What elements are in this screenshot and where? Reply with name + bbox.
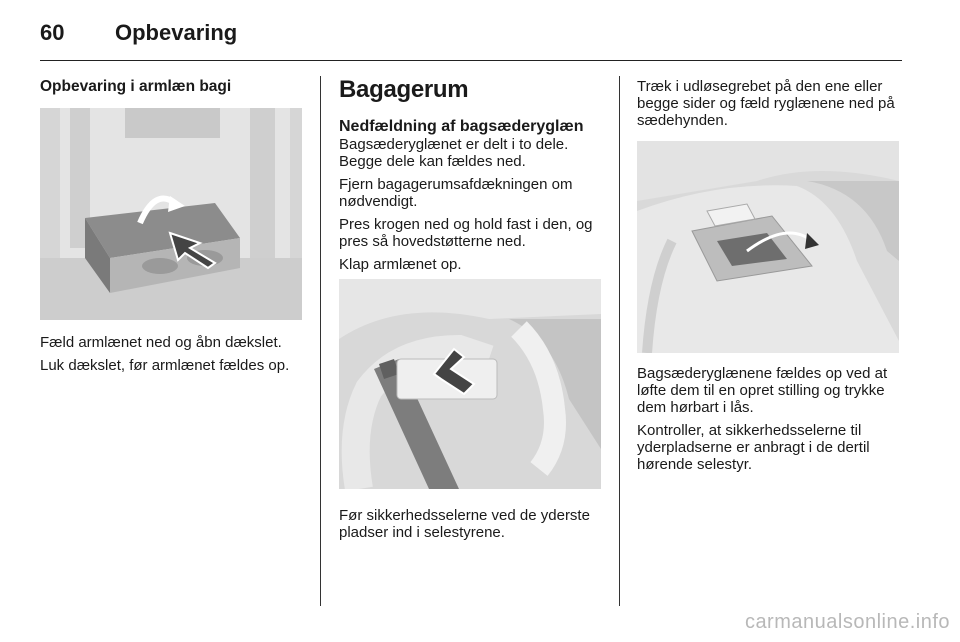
paragraph: Pres krogen ned og hold fast i den, og pres så hovedstøtterne ned. [339, 216, 593, 250]
subheading: Nedfældning af bagsæderyglæn [339, 118, 584, 135]
column-divider [320, 76, 321, 606]
chapter-title: Bagagerum [339, 76, 469, 103]
section-title: Opbevaring i armlæn bagi [40, 78, 232, 95]
paragraph: Bagsæderyglænene fældes op ved at løfte dem til en opret stilling og trykke dem hørbart i lås. [637, 365, 888, 416]
caption: Før sikkerhedsselerne ved de yderste pladser ind i selestyrene. [339, 507, 590, 541]
column-divider [619, 76, 620, 606]
armrest-storage-illustration [40, 108, 302, 320]
watermark: carmanualsonline.info [744, 611, 950, 633]
column-luggage [339, 60, 601, 547]
paragraph: Træk i udløsegrebet på den ene eller begge sider og fæld ryglænene ned på sædehynden. [637, 78, 895, 129]
column-release [637, 60, 902, 479]
paragraph: Kontroller, at sikkerhedsselerne til yderpladserne er anbragt i de dertil hørende selestyr. [637, 422, 870, 473]
paragraph: Klap armlænet op. [339, 256, 462, 273]
seatbelt-guide-illustration [339, 279, 601, 489]
column-armrest [40, 60, 302, 380]
paragraph: Fæld armlænet ned og åbn dækslet. [40, 334, 282, 351]
paragraph: Fjern bagagerumsafdækningen om nødvendigt. [339, 176, 573, 210]
release-lever-illustration [637, 141, 899, 353]
page-title: Opbevaring [115, 20, 238, 45]
paragraph: Bagsæderyglænet er delt i to dele. Begge dele kan fældes ned. [339, 136, 569, 170]
paragraph: Luk dækslet, før armlænet fældes op. [40, 357, 290, 374]
page-header [40, 18, 902, 61]
page-number: 60 [40, 20, 65, 45]
